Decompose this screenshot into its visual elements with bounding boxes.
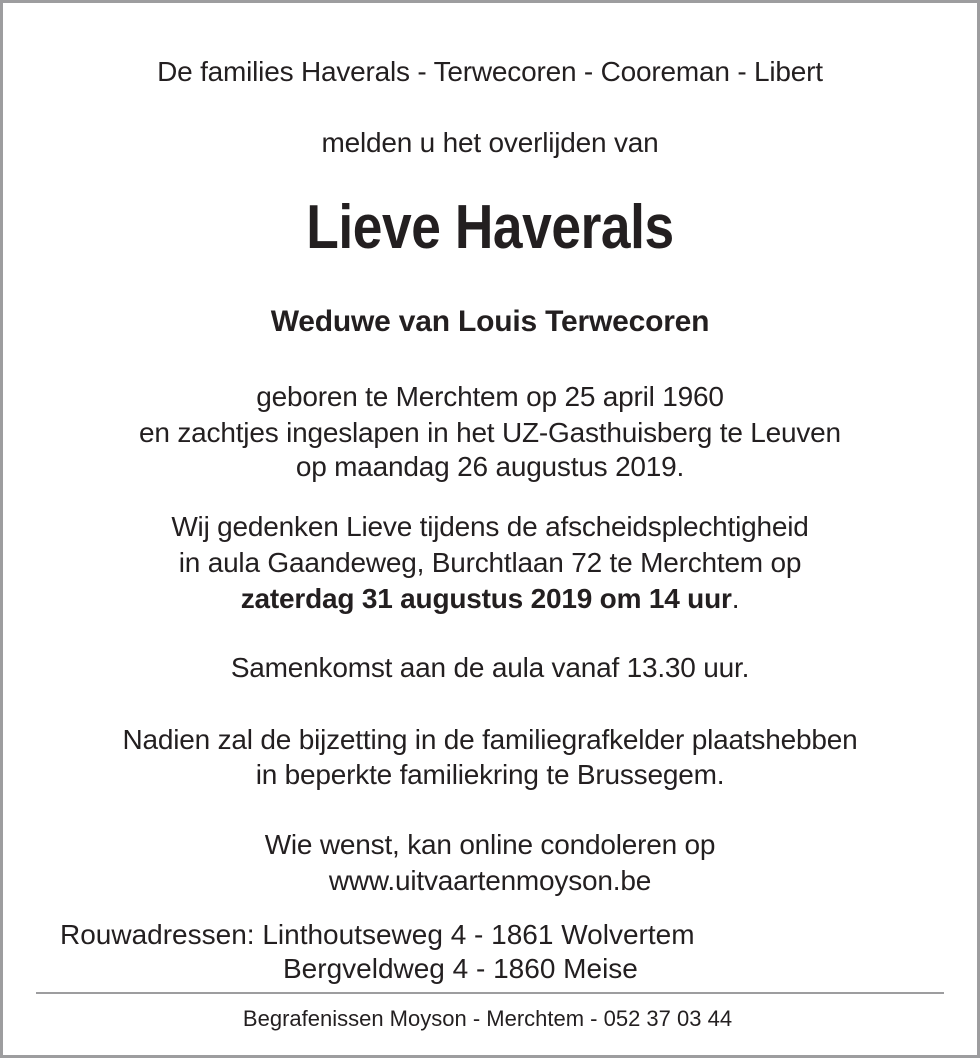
ceremony-date-line	[0, 582, 980, 616]
burial-line-1: Nadien zal de bijzetting in de familiegrafkelder plaatshebben	[122, 724, 858, 755]
ceremony-line-1: Wij gedenken Lieve tijdens de afscheidsplechtigheid	[171, 511, 809, 542]
birth-line: geboren te Merchtem op 25 april 1960	[256, 381, 724, 412]
address-line-1	[60, 918, 695, 952]
condolence-url[interactable]: www.uitvaartenmoyson.be	[328, 865, 652, 896]
ceremony-date-suffix: .	[731, 583, 740, 614]
address-1: Linthoutseweg 4 - 1861 Wolvertem	[262, 919, 695, 950]
addresses-label: Rouwadressen:	[60, 919, 255, 950]
burial-line-2: in beperkte familiekring te Brussegem.	[255, 759, 725, 790]
funeral-home-footer: Begrafenissen Moyson - Merchtem - 052 37 03 44	[242, 1006, 733, 1031]
deceased-name: Lieve Haverals	[306, 193, 674, 262]
gathering-line: Samenkomst aan de aula vanaf 13.30 uur.	[230, 652, 750, 683]
death-place-line: en zachtjes ingeslapen in het UZ-Gasthuisberg te Leuven	[139, 417, 841, 448]
families-line: De families Haverals - Terwecoren - Cooreman - Libert	[157, 56, 823, 87]
death-date-line: op maandag 26 augustus 2019.	[295, 451, 685, 482]
ceremony-date: zaterdag 31 augustus 2019 om 14 uur	[240, 583, 732, 614]
announce-line: melden u het overlijden van	[321, 127, 659, 158]
condolence-text: Wie wenst, kan online condoleren op	[264, 829, 716, 860]
widow-subtitle: Weduwe van Louis Terwecoren	[270, 305, 710, 338]
address-2: Bergveldweg 4 - 1860 Meise	[283, 953, 638, 984]
ceremony-line-2: in aula Gaandeweg, Burchtlaan 72 te Merchtem op	[178, 547, 802, 578]
divider	[36, 992, 944, 994]
